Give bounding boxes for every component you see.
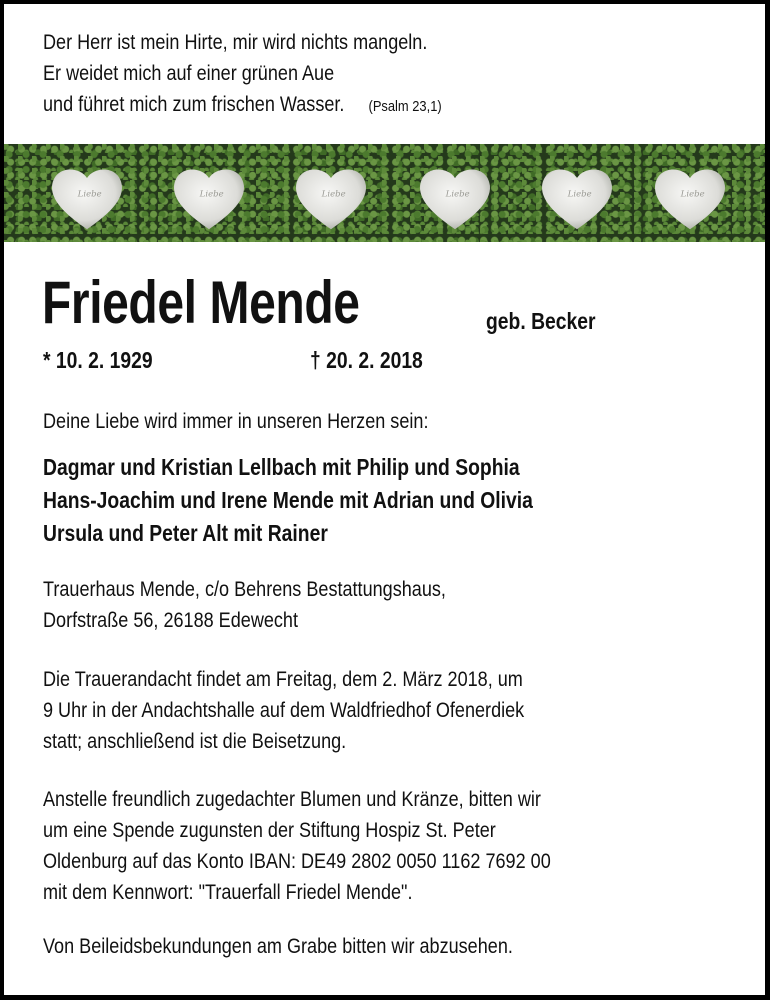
maiden-name: geb. Becker	[486, 308, 596, 334]
closing-text: Von Beileidsbekundungen am Grabe bitten wir abzusehen.	[43, 935, 513, 958]
svg-text:Liebe: Liebe	[199, 189, 224, 200]
birth-date: * 10. 2. 1929	[43, 347, 153, 373]
svg-text:Liebe: Liebe	[567, 189, 592, 200]
psalm-line-3-text: und führet mich zum frischen Wasser.	[43, 93, 345, 116]
white-heart-icon	[292, 164, 370, 230]
dedication-text: Deine Liebe wird immer in unseren Herzen sein:	[43, 410, 429, 433]
donation-line-2: um eine Spende zugunsten der Stiftung Hospiz St. Peter	[43, 819, 496, 842]
obituary-notice	[4, 4, 765, 995]
death-date-group	[310, 347, 423, 374]
white-heart-icon	[170, 164, 248, 230]
svg-text:Liebe: Liebe	[77, 189, 102, 200]
deceased-name: Friedel Mende	[42, 269, 360, 336]
psalm-line-2: Er weidet mich auf einer grünen Aue	[43, 62, 335, 85]
address-line-1: Trauerhaus Mende, c/o Behrens Bestattungshaus,	[43, 578, 446, 601]
white-heart-icon	[651, 164, 729, 230]
address-line-2: Dorfstraße 56, 26188 Edewecht	[43, 609, 299, 632]
white-heart-icon	[48, 164, 126, 230]
mourner-line-1: Dagmar und Kristian Lellbach mit Philip und Sophia	[43, 454, 520, 480]
white-heart-icon	[538, 164, 616, 230]
svg-text:Liebe: Liebe	[680, 189, 705, 200]
service-line-3: statt; anschließend ist die Beisetzung.	[43, 730, 347, 753]
service-line-1: Die Trauerandacht findet am Freitag, dem 2. März 2018, um	[43, 668, 523, 691]
clover-hearts-banner	[4, 144, 765, 242]
svg-text:Liebe: Liebe	[321, 189, 346, 200]
donation-line-1: Anstelle freundlich zugedachter Blumen und Kränze, bitten wir	[43, 788, 541, 811]
death-date: 20. 2. 2018	[326, 347, 423, 373]
psalm-reference: (Psalm 23,1)	[368, 98, 442, 115]
cross-icon: †	[310, 347, 321, 373]
donation-line-4: mit dem Kennwort: "Trauerfall Friedel Mende".	[43, 881, 413, 904]
white-heart-icon	[416, 164, 494, 230]
donation-line-3: Oldenburg auf das Konto IBAN: DE49 2802 0050 1162 7692 00	[43, 850, 551, 873]
psalm-line-3	[43, 93, 442, 117]
mourner-line-2: Hans-Joachim und Irene Mende mit Adrian und Olivia	[43, 487, 533, 513]
psalm-line-1: Der Herr ist mein Hirte, mir wird nichts mangeln.	[43, 31, 428, 54]
svg-text:Liebe: Liebe	[445, 189, 470, 200]
service-line-2: 9 Uhr in der Andachtshalle auf dem Waldfriedhof Ofenerdiek	[43, 699, 525, 722]
mourner-line-3: Ursula und Peter Alt mit Rainer	[43, 520, 328, 546]
